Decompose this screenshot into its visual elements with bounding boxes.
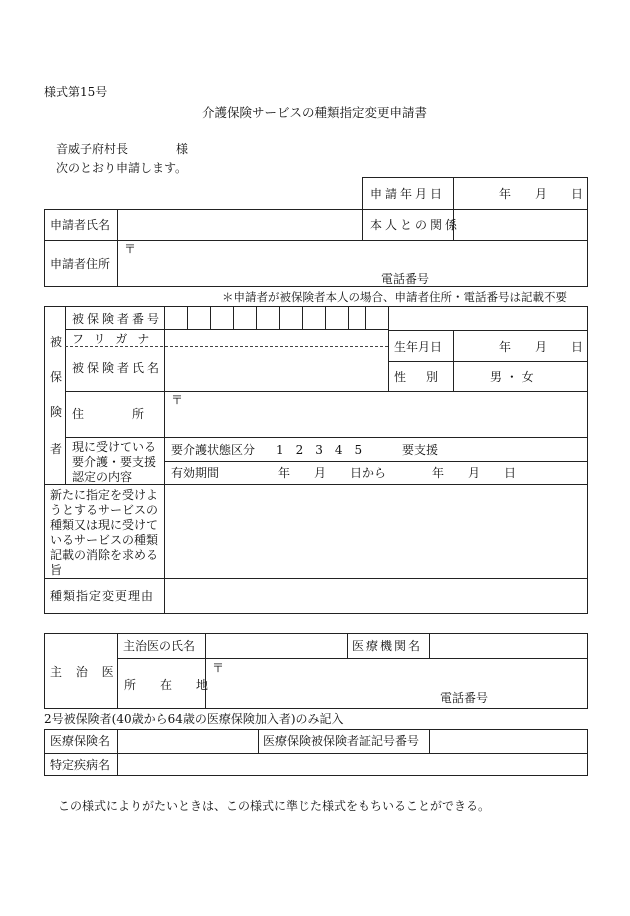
validity-to-month: 月 bbox=[468, 466, 481, 480]
application-day: 日 bbox=[571, 187, 584, 201]
doctor-postal-mark: 〒 bbox=[212, 661, 225, 675]
insurer-label: 医療保険名 bbox=[50, 734, 111, 748]
validity-to-year: 年 bbox=[432, 466, 445, 480]
gender-options[interactable]: 男 ・ 女 bbox=[490, 370, 534, 384]
validity-from-month: 月 bbox=[314, 466, 327, 480]
disease-label: 特定疾病名 bbox=[50, 758, 111, 772]
validity-from-day: 日から bbox=[350, 466, 387, 480]
applicant-note: ＊申請者が被保険者本人の場合、申請者住所・電話番号は記載不要 bbox=[222, 290, 567, 304]
gender-label: 性 別 bbox=[394, 370, 443, 384]
service-request-label-1: 新たに指定を受けよ bbox=[50, 488, 159, 502]
insured-postal-mark: 〒 bbox=[171, 393, 184, 407]
service-request-label-4: いるサービスの種類 bbox=[50, 533, 159, 547]
birth-year: 年 bbox=[499, 340, 512, 354]
care-levels[interactable]: 1 2 3 4 5 bbox=[276, 443, 363, 457]
insured-number-label: 被保険者番号 bbox=[72, 312, 163, 326]
insured-side-label-3: 険 bbox=[50, 405, 63, 419]
applicant-address-label: 申請者住所 bbox=[50, 257, 111, 271]
application-month: 月 bbox=[535, 187, 548, 201]
addressee: 音威子府村長 bbox=[56, 142, 129, 156]
application-date-label: 申請年月日 bbox=[370, 187, 446, 201]
honorific: 様 bbox=[176, 142, 189, 156]
care-level-label: 要介護状態区分 bbox=[171, 443, 256, 457]
furigana-label: フリガナ bbox=[72, 332, 160, 346]
card-number-label: 医療保険被保険者証記号番号 bbox=[263, 734, 420, 748]
relation-label: 本人との関係 bbox=[370, 218, 461, 232]
doctor-address-label: 所 在 地 bbox=[124, 678, 215, 692]
validity-from-year: 年 bbox=[278, 466, 291, 480]
doctor-phone-label: 電話番号 bbox=[440, 691, 489, 705]
support-label: 要支援 bbox=[402, 443, 439, 457]
form-title: 介護保険サービスの種類指定変更申請書 bbox=[202, 105, 428, 120]
application-year: 年 bbox=[499, 187, 512, 201]
birth-month: 月 bbox=[535, 340, 548, 354]
service-request-label-5: 記載の消除を求める bbox=[50, 548, 159, 562]
insured2-note: 2号被保険者(40歳から64歳の医療保険加入者)のみ記入 bbox=[44, 712, 344, 726]
insured-side-label-1: 被 bbox=[50, 335, 63, 349]
certification-label-2: 要介護・要支援 bbox=[72, 455, 157, 469]
service-request-label-6: 旨 bbox=[50, 563, 63, 577]
service-request-label-3: 種類又は現に受けて bbox=[50, 518, 159, 532]
postal-mark: 〒 bbox=[124, 242, 137, 256]
insured-address-label: 住 所 bbox=[72, 407, 163, 421]
doctor-side-label: 主 治 医 bbox=[50, 665, 119, 679]
certification-label-1: 現に受けている bbox=[72, 440, 157, 454]
doctor-name-label: 主治医の氏名 bbox=[123, 639, 196, 653]
intro-text: 次のとおり申請します。 bbox=[56, 161, 188, 175]
applicant-phone-label: 電話番号 bbox=[381, 272, 430, 286]
service-request-label-2: うとするサービスの bbox=[50, 503, 159, 517]
insured-side-label-4: 者 bbox=[50, 442, 63, 456]
birth-day: 日 bbox=[571, 340, 584, 354]
validity-to-day: 日 bbox=[504, 466, 517, 480]
form-number: 様式第15号 bbox=[44, 85, 108, 99]
change-reason-label: 種類指定変更理由 bbox=[50, 589, 155, 603]
certification-label-3: 認定の内容 bbox=[72, 470, 133, 484]
validity-label: 有効期間 bbox=[171, 466, 220, 480]
institution-label: 医療機関名 bbox=[352, 639, 423, 653]
insured-name-label: 被保険者氏名 bbox=[72, 361, 163, 375]
footer-note: この様式によりがたいときは、この様式に準じた様式をもちいることができる。 bbox=[58, 799, 491, 813]
applicant-name-label: 申請者氏名 bbox=[50, 218, 111, 232]
insured-side-label-2: 保 bbox=[50, 370, 63, 384]
birth-label: 生年月日 bbox=[394, 340, 443, 354]
